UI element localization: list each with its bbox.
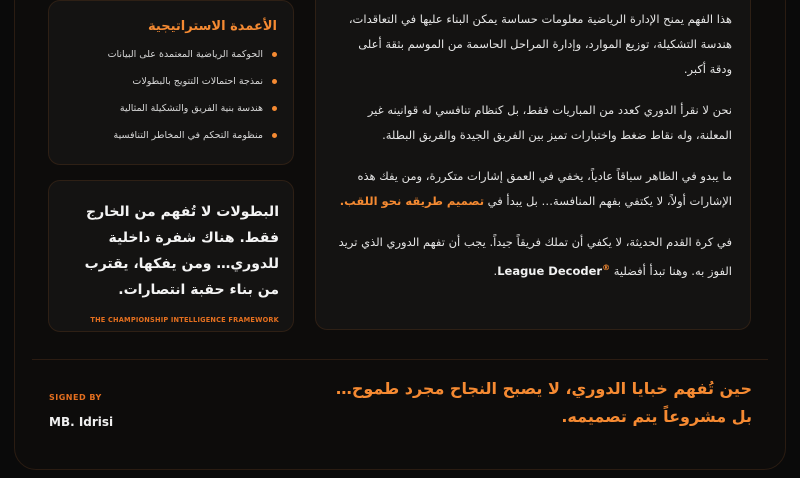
pillar-label: الحوكمة الرياضية المعتمدة على البيانات [107, 49, 263, 60]
quote-text: البطولات لا تُفهم من الخارج فقط. هناك شفرة داخلية للدوري… ومن يفكها، يقترب من بناء حقبة انتصارات. [84, 204, 279, 298]
bullet-dot-icon [272, 79, 277, 84]
pillars-title: الأعمدة الاستراتيجية [148, 19, 277, 34]
paragraph-3-text: ما يبدو في الظاهر سباقاً عادياً، يخفي في العمق إشارات متكررة، ومن يفك هذه الإشارات أولاً، لا يكتفي بفهم المنافسة… بل يبدأ في [357, 169, 732, 208]
framework-label: THE CHAMPIONSHIP INTELLIGENCE FRAMEWORK [90, 316, 279, 324]
main-text-card [315, 0, 751, 330]
section-divider [32, 359, 768, 360]
strategic-pillars-card [48, 0, 294, 165]
quote-card [48, 180, 294, 332]
signed-by-label: SIGNED BY [49, 393, 102, 402]
list-item [65, 73, 277, 100]
signer-name: MB. Idrisi [49, 415, 114, 429]
list-item [65, 46, 277, 73]
paragraph-4-end: . [493, 263, 498, 278]
paragraph-4 [334, 230, 732, 284]
paragraph-4-text: في كرة القدم الحديثة، لا يكفي أن تملك فريقاً جيداً. يجب أن تفهم الدوري الذي تريد الفوز به. وهنا تبدأ أفضلية [338, 235, 732, 278]
pillar-label: هندسة بنية الفريق والتشكيلة المثالية [119, 103, 263, 114]
bullet-dot-icon [272, 133, 277, 138]
brand-name [497, 264, 610, 278]
pillars-list [65, 46, 277, 154]
list-item [65, 100, 277, 127]
list-item [65, 127, 277, 154]
paragraph-3 [334, 164, 732, 214]
bullet-dot-icon [272, 52, 277, 57]
bullet-dot-icon [272, 106, 277, 111]
pillar-label: نمذجة احتمالات التتويج بالبطولات [132, 76, 263, 87]
paragraph-3-highlight: تصميم طريقه نحو اللقب. [339, 194, 485, 208]
paragraph-1: هذا الفهم يمنح الإدارة الرياضية معلومات حساسة يمكن البناء عليها في التعاقدات، هندسة التشكيلة، توزيع الموارد، وإدارة المراحل الحاسمة من الموسم بثقة أعلى ودقة أكبر. [348, 12, 732, 76]
registered-mark: ® [602, 263, 611, 272]
brand-text: League Decoder [497, 263, 603, 278]
paragraph-2: نحن لا نقرأ الدوري كعدد من المباريات فقط، بل كنظام تنافسي له قوانينه غير المعلنة، وله نقاط ضغط واختبارات تميز بين الفريق الجيدة والفريق البطلة. [367, 103, 732, 142]
closing-statement: حين تُفهم خبايا الدوري، لا يصبح النجاح مجرد طموح… بل مشروعاً يتم تصميمه. [335, 379, 752, 426]
pillar-label: منظومة التحكم في المخاطر التنافسية [113, 130, 263, 141]
